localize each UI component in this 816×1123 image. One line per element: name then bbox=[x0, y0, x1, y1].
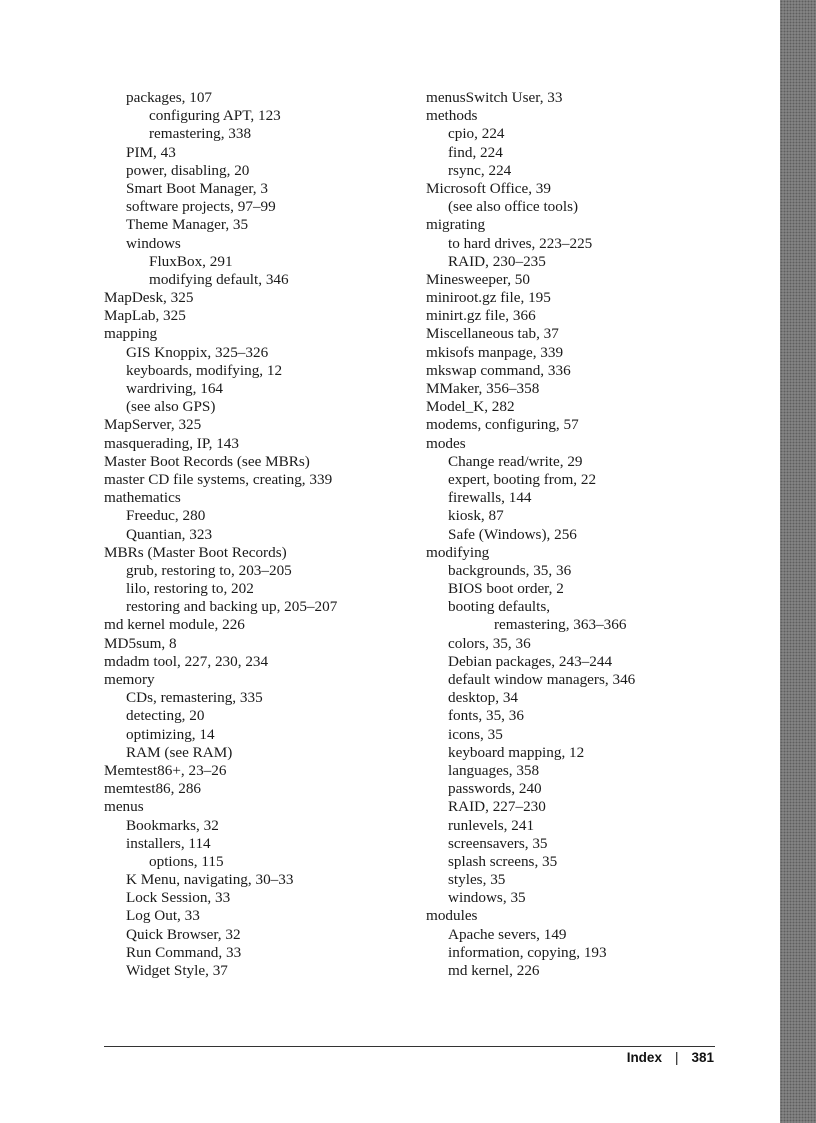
index-entry: windows, 35 bbox=[448, 889, 526, 907]
index-entry: backgrounds, 35, 36 bbox=[448, 561, 572, 579]
index-entry: Safe (Windows), 256 bbox=[448, 525, 577, 543]
index-entry: splash screens, 35 bbox=[448, 852, 558, 870]
index-entry: modules bbox=[426, 907, 478, 925]
index-entry: remastering, 338 bbox=[149, 125, 252, 143]
index-entry: K Menu, navigating, 30–33 bbox=[126, 871, 294, 889]
index-entry: miniroot.gz file, 195 bbox=[426, 289, 551, 307]
index-entry: styles, 35 bbox=[448, 871, 506, 889]
footer-rule bbox=[104, 1046, 715, 1047]
index-entry: Log Out, 33 bbox=[126, 907, 200, 925]
index-entry: Run Command, 33 bbox=[126, 943, 242, 961]
index-entry: mathematics bbox=[104, 489, 181, 507]
index-entry: grub, restoring to, 203–205 bbox=[126, 561, 292, 579]
index-entry: MapLab, 325 bbox=[104, 307, 186, 325]
index-entry: MMaker, 356–358 bbox=[426, 380, 540, 397]
index-entry: (see also GPS) bbox=[126, 398, 216, 416]
index-entry: default window managers, 346 bbox=[448, 671, 636, 688]
index-entry: icons, 35 bbox=[448, 725, 503, 743]
index-entry: desktop, 34 bbox=[448, 689, 519, 707]
index-entry: modifying default, 346 bbox=[149, 270, 289, 288]
index-entry: packages, 107 bbox=[126, 89, 213, 106]
index-entry: menus bbox=[104, 798, 144, 816]
index-entry: Change read/write, 29 bbox=[448, 452, 583, 470]
index-entry: MBRs (Master Boot Records) bbox=[104, 543, 287, 561]
index-entry: RAID, 227–230 bbox=[448, 798, 546, 816]
index-entry: mdadm tool, 227, 230, 234 bbox=[104, 652, 269, 670]
index-entry: Debian packages, 243–244 bbox=[448, 652, 613, 670]
index-entry: configuring APT, 123 bbox=[149, 107, 281, 125]
index-entry: Miscellaneous tab, 37 bbox=[426, 325, 559, 343]
index-entry: windows bbox=[126, 234, 181, 252]
index-entry: software projects, 97–99 bbox=[126, 198, 276, 216]
index-column-right bbox=[426, 89, 766, 980]
index-entry: information, copying, 193 bbox=[448, 943, 607, 961]
index-entry: (see also office tools) bbox=[448, 198, 579, 216]
index-entry: Lock Session, 33 bbox=[126, 889, 231, 907]
index-entry: menusSwitch User, 33 bbox=[426, 89, 563, 106]
index-entry: passwords, 240 bbox=[448, 780, 542, 798]
index-entry: memtest86, 286 bbox=[104, 780, 202, 798]
index-entry: booting defaults, bbox=[448, 598, 551, 616]
index-entry: Theme Manager, 35 bbox=[126, 216, 249, 234]
index-entry: fonts, 35, 36 bbox=[448, 707, 524, 725]
index-entry: colors, 35, 36 bbox=[448, 634, 531, 652]
index-entry: firewalls, 144 bbox=[448, 489, 532, 507]
index-entry: modems, configuring, 57 bbox=[426, 416, 579, 434]
index-entry: mkswap command, 336 bbox=[426, 361, 571, 379]
index-entry: cpio, 224 bbox=[448, 125, 505, 143]
index-entry: Quick Browser, 32 bbox=[126, 925, 241, 943]
index-entry: PIM, 43 bbox=[126, 143, 176, 161]
index-entry: wardriving, 164 bbox=[126, 380, 224, 397]
index-entry: Bookmarks, 32 bbox=[126, 816, 219, 834]
index-entry: md kernel, 226 bbox=[448, 962, 540, 979]
index-entry: FluxBox, 291 bbox=[149, 252, 233, 270]
index-entry: Widget Style, 37 bbox=[126, 962, 228, 979]
index-entry: RAM (see RAM) bbox=[126, 743, 233, 761]
index-entry: expert, booting from, 22 bbox=[448, 470, 597, 488]
index-entry: restoring and backing up, 205–207 bbox=[126, 598, 338, 616]
index-entry: Freeduc, 280 bbox=[126, 507, 206, 525]
thumb-index-tab bbox=[780, 0, 816, 1123]
index-entry: Memtest86+, 23–26 bbox=[104, 761, 227, 779]
index-entry: RAID, 230–235 bbox=[448, 252, 546, 270]
index-entry: to hard drives, 223–225 bbox=[448, 234, 593, 252]
index-entry: mapping bbox=[104, 325, 158, 343]
index-entry: Quantian, 323 bbox=[126, 525, 213, 543]
index-entry: rsync, 224 bbox=[448, 161, 512, 179]
index-entry: methods bbox=[426, 107, 478, 125]
index-entry: modifying bbox=[426, 543, 490, 561]
index-entry: screensavers, 35 bbox=[448, 834, 548, 852]
index-entry: optimizing, 14 bbox=[126, 725, 215, 743]
index-entry: languages, 358 bbox=[448, 761, 540, 779]
page-footer bbox=[627, 1050, 714, 1065]
index-entry: power, disabling, 20 bbox=[126, 161, 250, 179]
index-entry: MapDesk, 325 bbox=[104, 289, 194, 307]
index-entry: Master Boot Records (see MBRs) bbox=[104, 452, 310, 470]
index-entry: modes bbox=[426, 434, 466, 452]
index-entry: keyboards, modifying, 12 bbox=[126, 361, 283, 379]
index-entry: installers, 114 bbox=[126, 834, 211, 852]
index-entry: md kernel module, 226 bbox=[104, 616, 245, 634]
index-entry: masquerading, IP, 143 bbox=[104, 434, 239, 452]
index-entry: MapServer, 325 bbox=[104, 416, 202, 434]
index-entry: remastering, 363–366 bbox=[494, 616, 627, 634]
index-entry: detecting, 20 bbox=[126, 707, 205, 725]
index-entry: Model_K, 282 bbox=[426, 398, 515, 416]
index-entry: lilo, restoring to, 202 bbox=[126, 580, 254, 598]
index-entry: GIS Knoppix, 325–326 bbox=[126, 343, 269, 361]
index-entry: kiosk, 87 bbox=[448, 507, 504, 525]
index-entry: runlevels, 241 bbox=[448, 816, 535, 834]
index-entry: Smart Boot Manager, 3 bbox=[126, 179, 268, 197]
footer-separator: | bbox=[674, 1050, 679, 1065]
index-entry: Microsoft Office, 39 bbox=[426, 179, 551, 197]
index-entry: memory bbox=[104, 671, 155, 688]
index-entry: migrating bbox=[426, 216, 486, 234]
index-entry: CDs, remastering, 335 bbox=[126, 689, 263, 707]
page-number: 381 bbox=[691, 1050, 714, 1065]
index-column-left bbox=[104, 89, 404, 980]
index-entry: keyboard mapping, 12 bbox=[448, 743, 585, 761]
index-entry: Apache severs, 149 bbox=[448, 925, 567, 943]
footer-section-label: Index bbox=[626, 1050, 662, 1065]
index-entry: minirt.gz file, 366 bbox=[426, 307, 536, 325]
index-entry: find, 224 bbox=[448, 143, 503, 161]
index-entry: options, 115 bbox=[149, 852, 224, 870]
index-entry: MD5sum, 8 bbox=[104, 634, 177, 652]
index-entry: Minesweeper, 50 bbox=[426, 270, 530, 288]
index-entry: master CD file systems, creating, 339 bbox=[104, 470, 333, 488]
index-entry: mkisofs manpage, 339 bbox=[426, 343, 564, 361]
index-entry: BIOS boot order, 2 bbox=[448, 580, 564, 598]
